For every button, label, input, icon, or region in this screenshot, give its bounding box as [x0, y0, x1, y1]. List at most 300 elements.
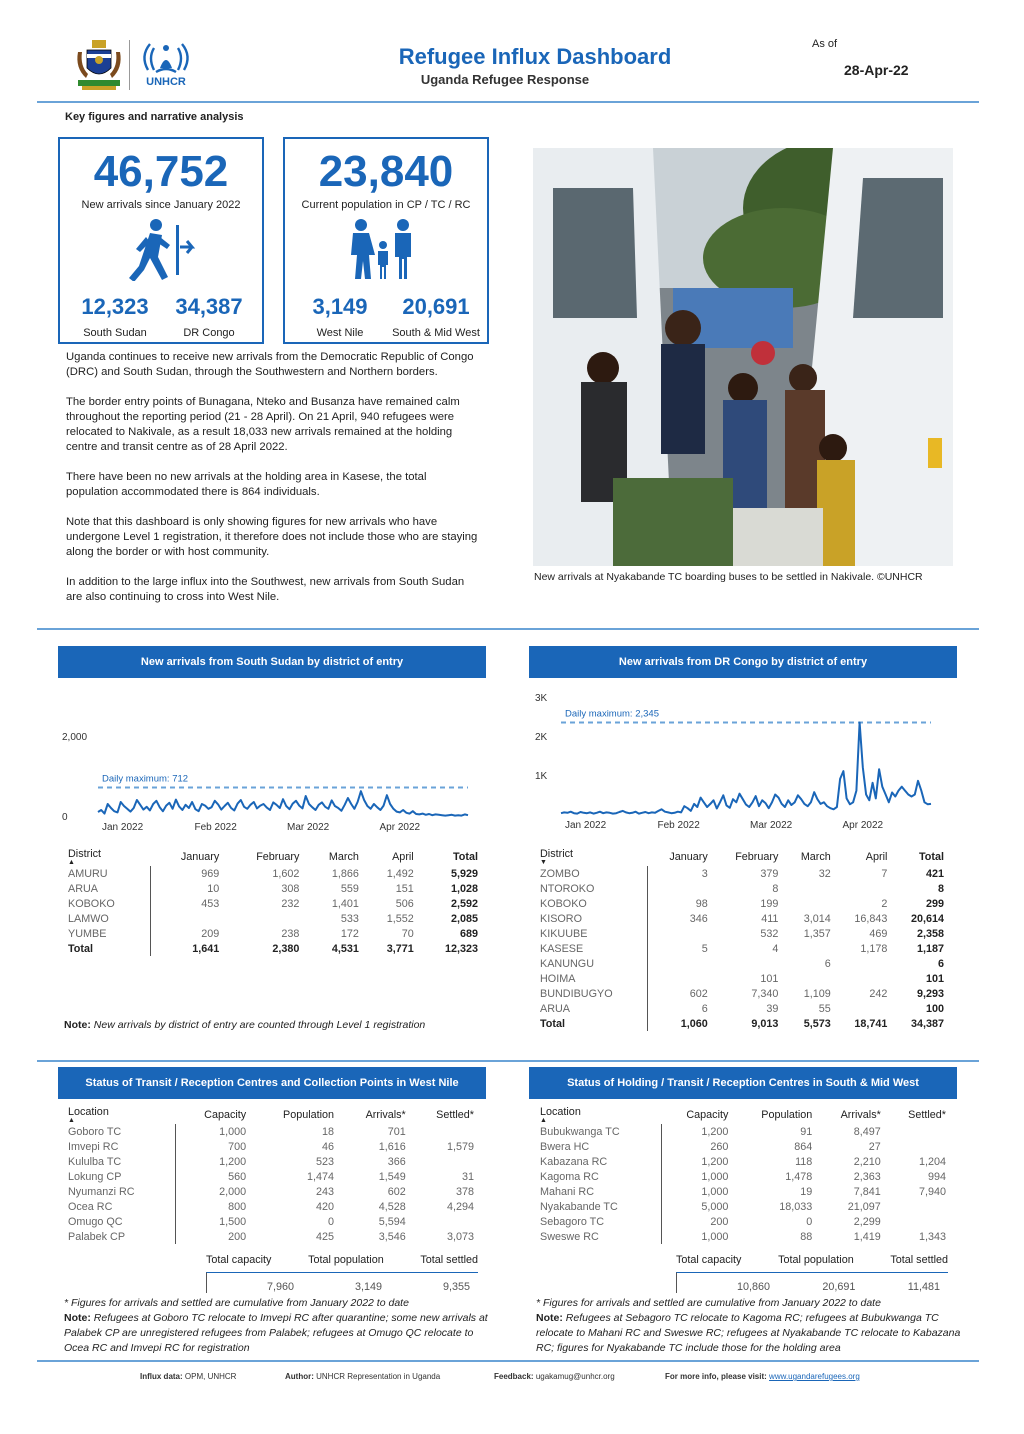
south-mid-west-heading: Status of Holding / Transit / Reception Centres in South & Mid West	[529, 1067, 957, 1099]
col-total: Total	[919, 851, 944, 863]
value-cell: 100	[925, 1002, 944, 1015]
x-tick-label: Jan 2022	[565, 820, 607, 831]
value-cell: 1,401	[331, 897, 359, 910]
kpi-west-nile-label: West Nile	[316, 327, 364, 339]
district-cell: ARUA	[540, 1002, 570, 1015]
table-row	[64, 1229, 478, 1244]
value-cell: 7,841	[853, 1185, 881, 1198]
x-tick-label: Jan 2022	[102, 822, 144, 833]
col-total: Total	[453, 851, 478, 863]
narrative-paragraph: There have been no new arrivals at the holding area in Kasese, the total population accommodated there is 864 individuals.	[66, 471, 427, 498]
value-cell: 7	[881, 867, 888, 880]
value-cell: 1,000	[176, 1124, 250, 1139]
table-row	[64, 911, 482, 926]
uganda-coat-of-arms	[74, 38, 124, 92]
x-tick-label: Apr 2022	[379, 822, 421, 833]
total-cell: 4,531	[331, 942, 359, 955]
value-cell: 469	[869, 927, 888, 940]
value-cell: 800	[176, 1199, 250, 1214]
west-nile-totals	[206, 1254, 478, 1293]
col-march: March	[328, 851, 359, 863]
value-cell: 101	[925, 972, 944, 985]
district-cell: KIKUUBE	[540, 927, 588, 940]
value-cell: 151	[395, 882, 414, 895]
total-cell: 1,060	[648, 1016, 712, 1031]
west-nile-note: Note: Refugees at Goboro TC relocate to Imvepi RC after quarantine; some new arrivals at Palabek CP are unregistered refugees from Palabek; refugees at Omugo QC relocate to Ocea RC and Imvepi RC for registration	[64, 1312, 488, 1354]
total-cell: 3,771	[386, 942, 414, 955]
col-january: January	[669, 851, 708, 863]
col-district[interactable]: District ▼	[540, 848, 573, 866]
value-cell: 2,210	[853, 1155, 881, 1168]
value-cell: 46	[322, 1140, 335, 1153]
value-cell: 689	[459, 927, 478, 940]
table-row	[536, 1154, 950, 1169]
value-cell	[410, 1214, 478, 1229]
value-cell: 1,343	[918, 1230, 946, 1243]
narrative-paragraph: In addition to the large influx into the Southwest, new arrivals from South Sudan are also continuing to cross into West Nile.	[66, 576, 465, 603]
value-cell: 238	[281, 927, 300, 940]
value-cell: 8,497	[853, 1125, 881, 1138]
kpi-new-arrivals-caption: New arrivals since January 2022	[81, 199, 241, 211]
value-cell: 1,200	[661, 1154, 732, 1169]
value-cell: 602	[648, 986, 712, 1001]
walking-person-icon	[120, 217, 200, 286]
table-header-row	[536, 848, 948, 866]
table-row	[64, 896, 482, 911]
district-cell: BUNDIBUGYO	[540, 987, 613, 1000]
daily-arrivals-series-line	[98, 791, 468, 815]
drc-line-chart	[529, 688, 959, 836]
table-row	[536, 986, 948, 1001]
table-row	[64, 1214, 478, 1229]
total-cell: 9,013	[751, 1017, 779, 1030]
value-cell: 1,200	[176, 1154, 250, 1169]
value-cell: 1,478	[785, 1170, 813, 1183]
col-district[interactable]: District ▲	[68, 848, 101, 866]
value-cell: 199	[760, 897, 779, 910]
footer-more-info: For more info, please visit: www.ugandarefugees.org	[665, 1372, 860, 1381]
location-cell: Sebagoro TC	[540, 1215, 605, 1228]
value-cell	[410, 1154, 478, 1169]
total-capacity-label: Total capacity	[676, 1254, 742, 1266]
value-cell: 366	[387, 1155, 406, 1168]
value-cell: 243	[316, 1185, 335, 1198]
value-cell: 4	[772, 942, 779, 955]
district-cell: KOBOKO	[540, 897, 587, 910]
value-cell: 1,419	[853, 1230, 881, 1243]
table-row	[536, 1139, 950, 1154]
value-cell: 1,000	[661, 1184, 732, 1199]
value-cell: 559	[340, 882, 359, 895]
value-cell: 421	[925, 867, 944, 880]
drc-chart-heading: New arrivals from DR Congo by district of entry	[529, 646, 957, 678]
x-tick-label: Mar 2022	[287, 822, 330, 833]
value-cell: 1,000	[661, 1229, 732, 1244]
unhcr-logo-text: UNHCR	[146, 76, 186, 88]
value-cell: 425	[316, 1230, 335, 1243]
table-row	[536, 1124, 950, 1139]
location-cell: Nyumanzi RC	[68, 1185, 135, 1198]
location-cell: Sweswe RC	[540, 1230, 599, 1243]
district-cell: YUMBE	[68, 927, 107, 940]
value-cell: 1,866	[331, 867, 359, 880]
value-cell	[648, 971, 712, 986]
location-cell: Kagoma RC	[540, 1170, 599, 1183]
value-cell: 18	[322, 1125, 335, 1138]
value-cell: 6	[824, 957, 831, 970]
kpi-current-population	[283, 137, 489, 344]
kpi-current-population-caption: Current population in CP / TC / RC	[301, 199, 471, 211]
narrative-text	[66, 350, 481, 620]
value-cell: 10	[151, 881, 224, 896]
value-cell	[835, 1001, 892, 1016]
location-cell: Mahani RC	[540, 1185, 595, 1198]
table-row	[64, 1154, 478, 1169]
value-cell: 701	[387, 1125, 406, 1138]
location-cell: Omugo QC	[68, 1215, 123, 1228]
table-row	[64, 866, 482, 881]
location-cell: Ocea RC	[68, 1200, 113, 1213]
footer-website-link[interactable]: www.ugandarefugees.org	[769, 1372, 860, 1381]
total-population-label: Total population	[778, 1254, 854, 1266]
value-cell: 9,293	[916, 987, 944, 1000]
value-cell: 0	[328, 1215, 335, 1228]
total-cell: 18,741	[854, 1017, 888, 1030]
district-cell: AMURU	[68, 867, 108, 880]
value-cell: 172	[340, 927, 359, 940]
value-cell	[648, 956, 712, 971]
district-cell: ARUA	[68, 882, 98, 895]
value-cell: 7,940	[918, 1185, 946, 1198]
value-cell: 5,594	[378, 1215, 406, 1228]
table-row	[536, 1199, 950, 1214]
location-cell: Bwera HC	[540, 1140, 590, 1153]
value-cell: 1,602	[272, 867, 300, 880]
table-header-row	[64, 848, 482, 866]
table-header-row	[64, 1106, 478, 1124]
value-cell: 55	[818, 1002, 831, 1015]
section-divider	[37, 628, 979, 630]
value-cell: 5,000	[661, 1199, 732, 1214]
value-cell: 506	[395, 897, 414, 910]
table-row	[64, 1199, 478, 1214]
col-settled: Settled*	[436, 1109, 474, 1121]
value-cell: 346	[648, 911, 712, 926]
value-cell: 260	[661, 1139, 732, 1154]
value-cell	[885, 1199, 950, 1214]
value-cell: 19	[800, 1185, 813, 1198]
value-cell	[712, 956, 783, 971]
value-cell	[835, 881, 892, 896]
district-cell: KOBOKO	[68, 897, 115, 910]
col-arrivals: Arrivals*	[840, 1109, 881, 1121]
value-cell: 31	[461, 1170, 474, 1183]
value-cell: 864	[794, 1140, 813, 1153]
value-cell: 994	[927, 1170, 946, 1183]
value-cell: 2	[881, 897, 888, 910]
value-cell: 308	[281, 882, 300, 895]
value-cell: 299	[925, 897, 944, 910]
south-mid-west-note: Note: Refugees at Sebagoro TC relocate to Kagoma RC; refugees at Bubukwanga TC relocate to Mahani RC and Sweswe RC; refugees at Nyakabande TC relocate to Kabazana RC; figures for Nyakabande TC include those for the holding area	[536, 1312, 961, 1354]
value-cell: 27	[868, 1140, 881, 1153]
table-row	[64, 881, 482, 896]
table-row	[536, 1169, 950, 1184]
south-sudan-line-chart	[58, 688, 488, 836]
value-cell	[648, 881, 712, 896]
location-cell: Kululba TC	[68, 1155, 122, 1168]
value-cell	[410, 1124, 478, 1139]
footer-divider	[37, 1360, 979, 1362]
unhcr-logo	[138, 38, 194, 92]
value-cell: 6	[937, 957, 944, 970]
value-cell: 3,014	[803, 912, 831, 925]
section-divider	[37, 1060, 979, 1062]
value-cell: 378	[455, 1185, 474, 1198]
value-cell: 232	[281, 897, 300, 910]
value-cell: 4,528	[378, 1200, 406, 1213]
y-tick-label: 2K	[535, 732, 548, 743]
refugees-boarding-bus-photo	[533, 148, 953, 566]
value-cell	[782, 896, 834, 911]
total-settled-value: 9,355	[442, 1281, 470, 1293]
value-cell: 8	[772, 882, 779, 895]
value-cell	[648, 926, 712, 941]
page-title: Refugee Influx Dashboard	[398, 44, 672, 69]
x-tick-label: Mar 2022	[750, 820, 793, 831]
daily-maximum-label: Daily maximum: 712	[102, 773, 189, 785]
value-cell: 5,929	[450, 867, 478, 880]
value-cell: 6	[648, 1001, 712, 1016]
value-cell: 0	[806, 1215, 813, 1228]
location-cell: Bubukwanga TC	[540, 1125, 620, 1138]
table-row	[64, 926, 482, 941]
value-cell: 98	[648, 896, 712, 911]
value-cell: 118	[795, 1155, 813, 1168]
value-cell: 2,363	[853, 1170, 881, 1183]
col-population: Population	[761, 1109, 813, 1121]
y-tick-label: 2,000	[62, 732, 88, 743]
value-cell: 1,500	[176, 1214, 250, 1229]
total-cell: 2,380	[272, 942, 300, 955]
kpi-south-sudan-label: South Sudan	[83, 327, 147, 339]
value-cell	[223, 911, 303, 926]
value-cell	[782, 881, 834, 896]
narrative-paragraph: The border entry points of Bunagana, Nteko and Busanza have remained calm throughout the reporting period (21 - 28 April). On 21 April, 940 refugees were relocated to Nakivale, as a result 18,033 new arrivals remained at the holding centre and transit centre as of 28 April 2022.	[66, 396, 460, 453]
total-cell: 5,573	[803, 1017, 831, 1030]
col-april: April	[865, 851, 888, 863]
district-cell: KANUNGU	[540, 957, 594, 970]
value-cell: 379	[760, 867, 779, 880]
total-capacity-value: 7,960	[267, 1281, 295, 1293]
footer-feedback: Feedback: ugakamug@unhcr.org	[494, 1372, 615, 1381]
y-tick-label: 3K	[535, 693, 548, 704]
district-cell: ZOMBO	[540, 867, 580, 880]
value-cell: 602	[387, 1185, 406, 1198]
value-cell	[885, 1214, 950, 1229]
y-tick-label: 0	[62, 812, 68, 823]
footer-author: Author: UNHCR Representation in Uganda	[285, 1372, 441, 1381]
col-population: Population	[283, 1109, 335, 1121]
location-cell: Goboro TC	[68, 1125, 122, 1138]
west-nile-heading: Status of Transit / Reception Centres and Collection Points in West Nile	[58, 1067, 486, 1099]
table-row	[536, 911, 948, 926]
value-cell: 200	[661, 1214, 732, 1229]
kpi-west-nile-value: 3,149	[312, 294, 368, 319]
table-row	[536, 896, 948, 911]
total-cell: 1,641	[151, 941, 224, 956]
table-row	[536, 866, 948, 881]
total-cell: 12,323	[444, 942, 478, 955]
value-cell: 453	[151, 896, 224, 911]
col-march: March	[800, 851, 831, 863]
value-cell: 411	[761, 912, 779, 925]
table-row	[536, 1184, 950, 1199]
value-cell: 101	[760, 972, 779, 985]
value-cell	[782, 971, 834, 986]
kpi-current-population-value: 23,840	[318, 147, 454, 196]
value-cell: 88	[800, 1230, 813, 1243]
south-mid-west-centres-table	[536, 1106, 950, 1244]
total-population-value: 20,691	[822, 1281, 856, 1293]
value-cell: 21,097	[847, 1200, 881, 1213]
value-cell	[151, 911, 224, 926]
kpi-new-arrivals-value: 46,752	[93, 147, 229, 196]
photo-caption: New arrivals at Nyakabande TC boarding buses to be settled in Nakivale. ©UNHCR	[534, 571, 923, 583]
as-of-label: As of	[812, 38, 838, 50]
value-cell: 2,299	[853, 1215, 881, 1228]
south-sudan-chart-heading: New arrivals from South Sudan by district of entry	[58, 646, 486, 678]
col-february: February	[256, 851, 300, 863]
col-location[interactable]: Location ▲	[540, 1106, 581, 1124]
kpi-new-arrivals	[58, 137, 264, 344]
col-april: April	[392, 851, 414, 863]
value-cell: 32	[818, 867, 831, 880]
value-cell: 3,546	[378, 1230, 406, 1243]
total-cell: Total	[540, 1017, 565, 1030]
value-cell: 200	[176, 1229, 250, 1244]
west-nile-centres-table	[64, 1106, 478, 1244]
location-cell: Nyakabande TC	[540, 1200, 618, 1213]
total-capacity-value: 10,860	[737, 1281, 771, 1293]
value-cell	[885, 1139, 950, 1154]
value-cell: 533	[340, 912, 359, 925]
total-cell: Total	[68, 942, 93, 955]
value-cell: 969	[151, 866, 224, 881]
value-cell: 1,579	[446, 1140, 474, 1153]
value-cell: 560	[176, 1169, 250, 1184]
report-date: 28-Apr-22	[844, 62, 909, 78]
value-cell: 1,187	[916, 942, 944, 955]
value-cell: 16,843	[854, 912, 888, 925]
narrative-paragraph: Note that this dashboard is only showing figures for new arrivals who have undergone Level 1 registration, it therefore does not include those who are staying along the border or with host community.	[66, 516, 478, 558]
kpi-dr-congo-label: DR Congo	[183, 327, 235, 339]
value-cell: 18,033	[779, 1200, 813, 1213]
table-row	[64, 1169, 478, 1184]
value-cell: 4,294	[446, 1200, 474, 1213]
value-cell: 3,073	[446, 1230, 474, 1243]
kpi-south-sudan-value: 12,323	[81, 294, 149, 319]
district-cell: NTOROKO	[540, 882, 595, 895]
value-cell: 5	[648, 941, 712, 956]
value-cell	[835, 971, 892, 986]
south-sudan-district-table	[64, 848, 482, 956]
value-cell: 2,085	[450, 912, 478, 925]
table-header-row	[536, 1106, 950, 1124]
family-icon	[345, 217, 425, 286]
value-cell	[782, 941, 834, 956]
table-row	[536, 971, 948, 986]
value-cell	[885, 1124, 950, 1139]
col-settled: Settled*	[908, 1109, 946, 1121]
col-location[interactable]: Location ▲	[68, 1106, 109, 1124]
total-settled-label: Total settled	[420, 1254, 478, 1266]
page-subtitle: Uganda Refugee Response	[420, 72, 590, 87]
value-cell: 70	[401, 927, 414, 940]
table-total-row	[536, 1016, 948, 1031]
value-cell: 523	[316, 1155, 335, 1168]
total-settled-value: 11,481	[907, 1281, 940, 1293]
table-total-row	[64, 941, 482, 956]
value-cell: 1,492	[386, 867, 414, 880]
value-cell: 2,358	[916, 927, 944, 940]
table-row	[536, 1214, 950, 1229]
value-cell: 209	[151, 926, 224, 941]
value-cell: 1,178	[860, 942, 888, 955]
value-cell: 1,200	[661, 1124, 732, 1139]
value-cell: 1,000	[661, 1169, 732, 1184]
district-cell: HOIMA	[540, 972, 576, 985]
kpi-south-mid-west-label: South & Mid West	[392, 327, 480, 339]
daily-maximum-label: Daily maximum: 2,345	[565, 708, 659, 720]
district-cell: LAMWO	[68, 912, 109, 925]
key-figures-label: Key figures and narrative analysis	[65, 111, 244, 123]
value-cell: 1,549	[378, 1170, 406, 1183]
value-cell: 532	[760, 927, 779, 940]
south-sudan-note: Note: New arrivals by district of entry are counted through Level 1 registration	[64, 1019, 426, 1031]
total-cell: 34,387	[910, 1017, 944, 1030]
logo-divider	[129, 40, 130, 90]
table-row	[536, 941, 948, 956]
value-cell: 39	[766, 1002, 779, 1015]
location-cell: Kabazana RC	[540, 1155, 608, 1168]
value-cell: 8	[937, 882, 944, 895]
table-row	[64, 1139, 478, 1154]
value-cell: 20,614	[910, 912, 944, 925]
value-cell: 1,028	[450, 882, 478, 895]
drc-district-table	[536, 848, 948, 1031]
south-mid-west-footnote: * Figures for arrivals and settled are cumulative from January 2022 to date	[536, 1297, 881, 1309]
value-cell: 1,357	[803, 927, 831, 940]
table-row	[64, 1184, 478, 1199]
table-row	[536, 1229, 950, 1244]
value-cell: 420	[316, 1200, 335, 1213]
col-capacity: Capacity	[204, 1109, 247, 1121]
total-capacity-label: Total capacity	[206, 1254, 272, 1266]
col-arrivals: Arrivals*	[365, 1109, 406, 1121]
total-settled-label: Total settled	[890, 1254, 948, 1266]
value-cell: 1,109	[803, 987, 831, 1000]
daily-arrivals-series-line	[561, 723, 931, 814]
value-cell: 700	[176, 1139, 250, 1154]
value-cell: 1,204	[918, 1155, 946, 1168]
district-cell: KISORO	[540, 912, 582, 925]
district-cell: KASESE	[540, 942, 584, 955]
value-cell: 91	[800, 1125, 813, 1138]
total-population-label: Total population	[308, 1254, 384, 1266]
location-cell: Imvepi RC	[68, 1140, 119, 1153]
table-row	[536, 926, 948, 941]
table-row	[536, 881, 948, 896]
